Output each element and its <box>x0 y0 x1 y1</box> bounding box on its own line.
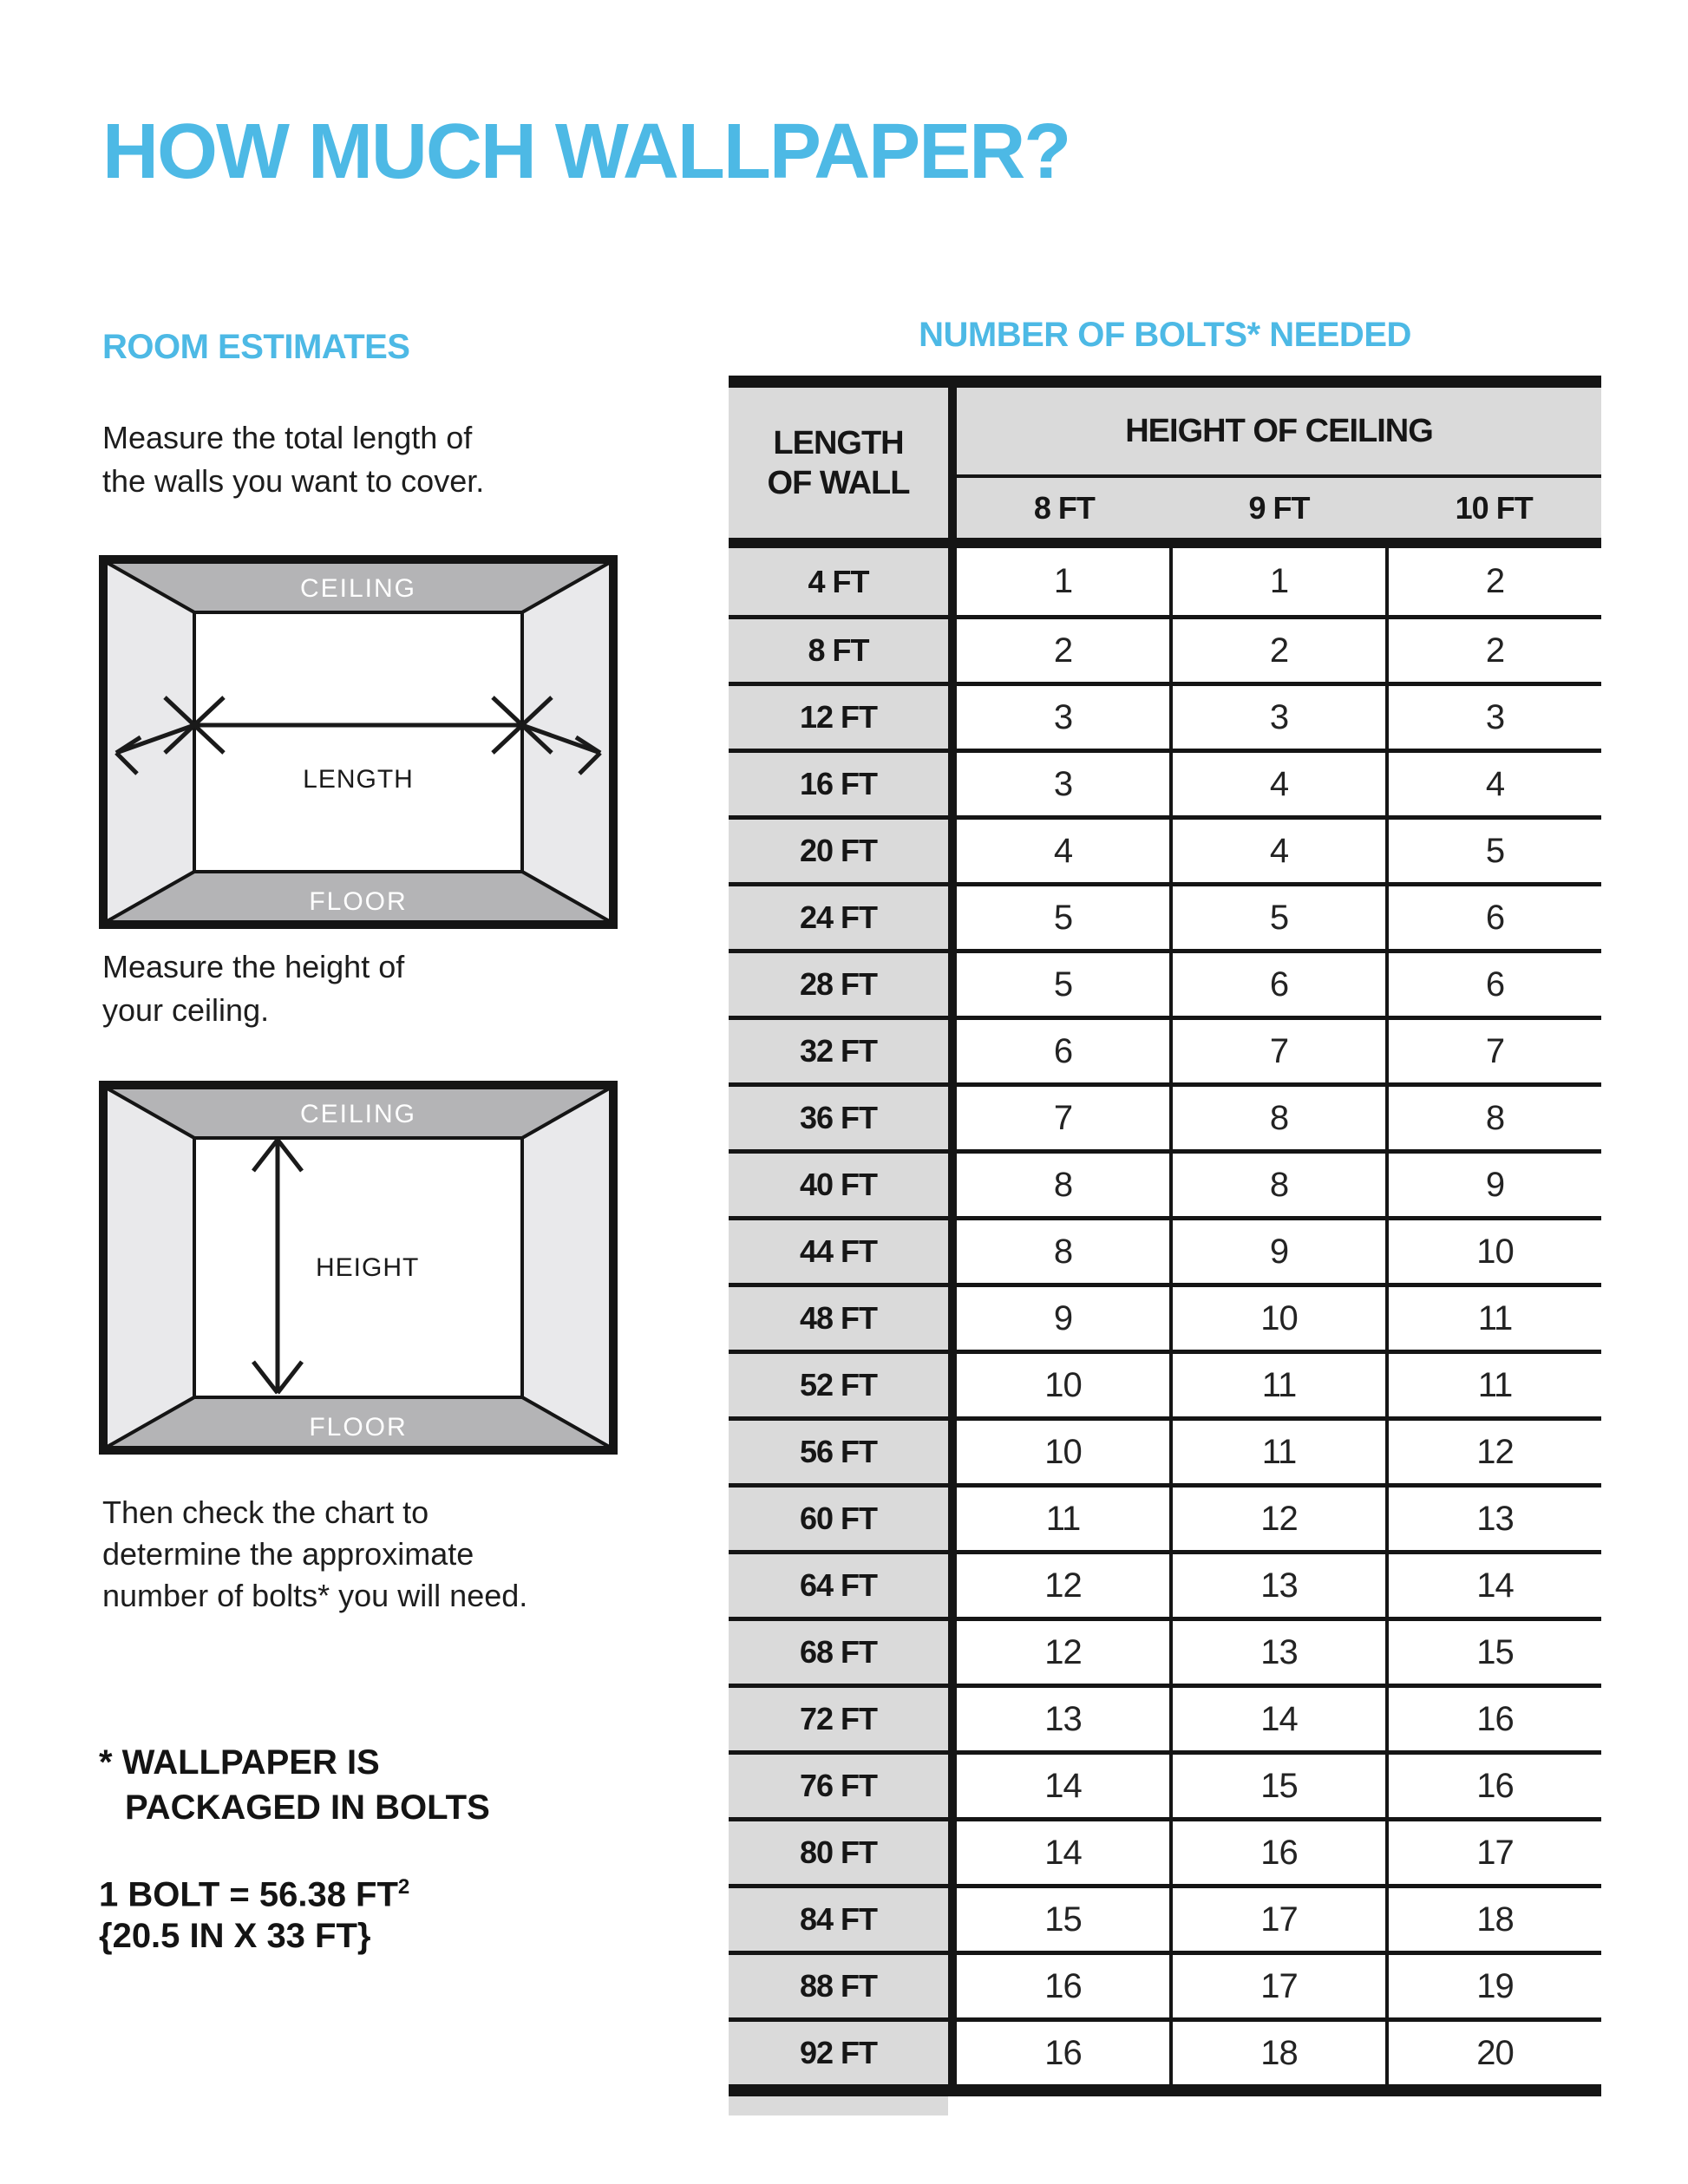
bolt-value-cell: 4 <box>1385 753 1601 815</box>
bolt-value-cell: 5 <box>957 886 1169 949</box>
table-row <box>729 1817 1601 1884</box>
bolt-value-cell: 12 <box>1385 1421 1601 1483</box>
page-title: HOW MUCH WALLPAPER? <box>102 108 1070 195</box>
bolt-value-cell: 16 <box>1385 1755 1601 1817</box>
table-row <box>729 949 1601 1016</box>
bolt-value-cell: 13 <box>957 1688 1169 1750</box>
bolt-value-cell: 17 <box>1169 1888 1385 1951</box>
bolt-value-cell: 19 <box>1385 1955 1601 2017</box>
left-wall <box>106 1088 194 1448</box>
length-label: LENGTH <box>303 765 414 794</box>
table-row <box>729 1416 1601 1483</box>
row-length-cell: 72 FT <box>729 1688 957 1750</box>
bolt-value-cell: 3 <box>1385 686 1601 749</box>
row-length-cell: 92 FT <box>729 2022 957 2084</box>
height-diagram-svg <box>99 1081 618 1455</box>
bolt-value-cell: 6 <box>1169 953 1385 1016</box>
column-header-8ft: 8 FT <box>1033 489 1095 526</box>
bolt-value-cell: 12 <box>957 1621 1169 1684</box>
bolt-value-cell: 10 <box>1385 1220 1601 1283</box>
bolt-value-cell: 15 <box>1169 1755 1385 1817</box>
bolt-value-cell: 12 <box>957 1554 1169 1617</box>
table-top-border <box>729 376 1601 388</box>
step1-paragraph <box>102 416 484 503</box>
row-length-cell: 40 FT <box>729 1154 957 1216</box>
table-row <box>729 1149 1601 1216</box>
bolt-equation: 1 BOLT = 56.38 $FT^2$ <box>99 1875 410 1914</box>
table-row <box>729 815 1601 882</box>
length-of-wall-line1: LENGTH <box>773 424 904 461</box>
height-label: HEIGHT <box>316 1253 420 1282</box>
row-length-cell: 36 FT <box>729 1087 957 1149</box>
table-row <box>729 1750 1601 1817</box>
bolt-value-cell: 15 <box>957 1888 1169 1951</box>
bolt-value-cell: 4 <box>1169 753 1385 815</box>
bolt-value-cell: 2 <box>1169 619 1385 682</box>
bolt-value-cell: 9 <box>1385 1154 1601 1216</box>
table-row <box>729 1617 1601 1684</box>
bolt-value-cell: 17 <box>1385 1821 1601 1884</box>
row-length-cell: 52 FT <box>729 1354 957 1416</box>
height-of-ceiling-section <box>957 388 1601 538</box>
table-row <box>729 1216 1601 1283</box>
bolt-value-cell: 6 <box>1385 886 1601 949</box>
step2-paragraph <box>102 945 404 1032</box>
column-header-9ft: 9 FT <box>1248 489 1310 526</box>
row-length-cell: 12 FT <box>729 686 957 749</box>
room-estimates-heading: ROOM ESTIMATES <box>102 328 410 366</box>
bolt-value-cell: 3 <box>1169 686 1385 749</box>
row-length-cell: 24 FT <box>729 886 957 949</box>
step3-line1: Then check the chart to <box>102 1494 429 1530</box>
bolt-value-cell: 8 <box>1169 1087 1385 1149</box>
bolt-value-cell: 10 <box>957 1354 1169 1416</box>
row-length-cell: 80 FT <box>729 1821 957 1884</box>
step2-line2: your ceiling. <box>102 992 270 1028</box>
bolt-value-cell: 11 <box>1385 1354 1601 1416</box>
row-length-cell: 28 FT <box>729 953 957 1016</box>
bolt-value-cell: 15 <box>1385 1621 1601 1684</box>
row-length-cell: 64 FT <box>729 1554 957 1617</box>
step3-paragraph <box>102 1492 527 1617</box>
table-row <box>729 548 1601 615</box>
table-header <box>729 388 1601 538</box>
bolt-value-cell: 5 <box>957 953 1169 1016</box>
table-row <box>729 1550 1601 1617</box>
ceiling-label: CEILING <box>299 1100 417 1128</box>
table-row <box>729 1283 1601 1350</box>
bolt-value-cell: 18 <box>1385 1888 1601 1951</box>
table-row <box>729 1483 1601 1550</box>
height-diagram <box>99 1081 618 1455</box>
bolt-value-cell: 17 <box>1169 1955 1385 2017</box>
bolt-value-cell: 3 <box>957 753 1169 815</box>
table-row <box>729 1350 1601 1416</box>
bolts-table <box>729 376 1601 2115</box>
row-length-cell: 20 FT <box>729 820 957 882</box>
bolt-value-cell: 11 <box>1385 1287 1601 1350</box>
bolt-value-cell: 5 <box>1385 820 1601 882</box>
column-header-10ft: 10 FT <box>1455 489 1533 526</box>
bolt-value-cell: 2 <box>1385 548 1601 615</box>
row-length-cell: 84 FT <box>729 1888 957 1951</box>
bolt-value-cell: 12 <box>1169 1488 1385 1550</box>
bolt-value-cell: 8 <box>1169 1154 1385 1216</box>
row-length-cell: 4 FT <box>729 548 957 615</box>
bolt-value-cell: 13 <box>1385 1488 1601 1550</box>
bolt-value-cell: 7 <box>1385 1020 1601 1082</box>
row-length-cell: 56 FT <box>729 1421 957 1483</box>
table-row <box>729 1082 1601 1149</box>
step1-line2: the walls you want to cover. <box>102 463 485 499</box>
ceiling-label: CEILING <box>299 574 417 603</box>
bolt-value-cell: 2 <box>1385 619 1601 682</box>
bolt-value-cell: 8 <box>957 1220 1169 1283</box>
table-row <box>729 749 1601 815</box>
bolt-value-cell: 11 <box>1169 1354 1385 1416</box>
bolt-value-cell: 6 <box>1385 953 1601 1016</box>
step3-line3: number of bolts* you will need. <box>102 1578 528 1613</box>
row-length-cell: 48 FT <box>729 1287 957 1350</box>
table-row <box>729 1684 1601 1750</box>
table-row <box>729 2017 1601 2084</box>
row-length-cell: 44 FT <box>729 1220 957 1283</box>
floor-label: FLOOR <box>309 1413 408 1442</box>
table-row <box>729 882 1601 949</box>
column-headers-row <box>957 478 1601 538</box>
bolt-value-cell: 16 <box>957 2022 1169 2084</box>
bolt-value-cell: 1 <box>957 548 1169 615</box>
bolt-value-cell: 14 <box>1169 1688 1385 1750</box>
bolt-value-cell: 9 <box>1169 1220 1385 1283</box>
bolt-value-cell: 16 <box>957 1955 1169 2017</box>
bolt-value-cell: 8 <box>957 1154 1169 1216</box>
row-length-cell: 68 FT <box>729 1621 957 1684</box>
bolt-dimensions: {20.5 IN X 33 FT} <box>99 1917 371 1956</box>
bolt-value-cell: 16 <box>1385 1688 1601 1750</box>
row-length-cell: 88 FT <box>729 1955 957 2017</box>
bolt-value-cell: 7 <box>1169 1020 1385 1082</box>
back-wall <box>194 612 522 872</box>
length-diagram <box>99 555 618 929</box>
bolt-value-cell: 10 <box>1169 1287 1385 1350</box>
right-wall <box>522 1088 611 1448</box>
bolt-value-cell: 3 <box>957 686 1169 749</box>
wallpaper-footnote <box>99 1740 490 1830</box>
bolt-value-cell: 6 <box>957 1020 1169 1082</box>
bolt-value-cell: 18 <box>1169 2022 1385 2084</box>
bolt-value-cell: 1 <box>1169 548 1385 615</box>
footnote-line2: PACKAGED IN BOLTS <box>125 1788 490 1827</box>
bolt-value-cell: 16 <box>1169 1821 1385 1884</box>
row-length-cell: 16 FT <box>729 753 957 815</box>
header-bottom-border <box>729 538 1601 548</box>
length-of-wall-line2: OF WALL <box>767 464 910 501</box>
bolt-value-cell: 2 <box>957 619 1169 682</box>
row-length-cell: 60 FT <box>729 1488 957 1550</box>
step3-line2: determine the approximate <box>102 1536 474 1572</box>
bolt-value-cell: 8 <box>1385 1087 1601 1149</box>
bolt-value-cell: 20 <box>1385 2022 1601 2084</box>
table-row <box>729 615 1601 682</box>
bolt-value-cell: 4 <box>1169 820 1385 882</box>
bolt-value-cell: 13 <box>1169 1621 1385 1684</box>
bolt-value-cell: 11 <box>1169 1421 1385 1483</box>
bolt-info <box>99 1867 409 1957</box>
table-gray-stub <box>729 2096 948 2115</box>
bolt-value-cell: 14 <box>957 1821 1169 1884</box>
bolt-value-cell: 9 <box>957 1287 1169 1350</box>
bolt-equation-exponent: 2 <box>397 1875 410 1899</box>
bolt-value-cell: 11 <box>957 1488 1169 1550</box>
table-row <box>729 1951 1601 2017</box>
bolt-value-cell: 10 <box>957 1421 1169 1483</box>
row-length-cell: 32 FT <box>729 1020 957 1082</box>
table-body <box>729 548 1601 2084</box>
bolt-value-cell: 14 <box>1385 1554 1601 1617</box>
table-row <box>729 682 1601 749</box>
length-diagram-svg <box>99 555 618 929</box>
bolt-value-cell: 4 <box>957 820 1169 882</box>
table-row <box>729 1884 1601 1951</box>
row-length-cell: 76 FT <box>729 1755 957 1817</box>
bolt-value-cell: 14 <box>957 1755 1169 1817</box>
step2-line1: Measure the height of <box>102 949 405 984</box>
height-of-ceiling-header: HEIGHT OF CEILING <box>1125 412 1433 449</box>
row-length-cell: 8 FT <box>729 619 957 682</box>
table-bottom-border <box>729 2084 1601 2096</box>
bolt-value-cell: 13 <box>1169 1554 1385 1617</box>
length-of-wall-header <box>729 388 957 538</box>
table-row <box>729 1016 1601 1082</box>
step1-line1: Measure the total length of <box>102 420 473 455</box>
footnote-line1: * WALLPAPER IS <box>99 1743 380 1782</box>
bolt-value-cell: 7 <box>957 1087 1169 1149</box>
bolts-needed-heading: NUMBER OF BOLTS* NEEDED <box>919 316 1411 354</box>
bolt-value-cell: 5 <box>1169 886 1385 949</box>
floor-label: FLOOR <box>309 887 408 916</box>
